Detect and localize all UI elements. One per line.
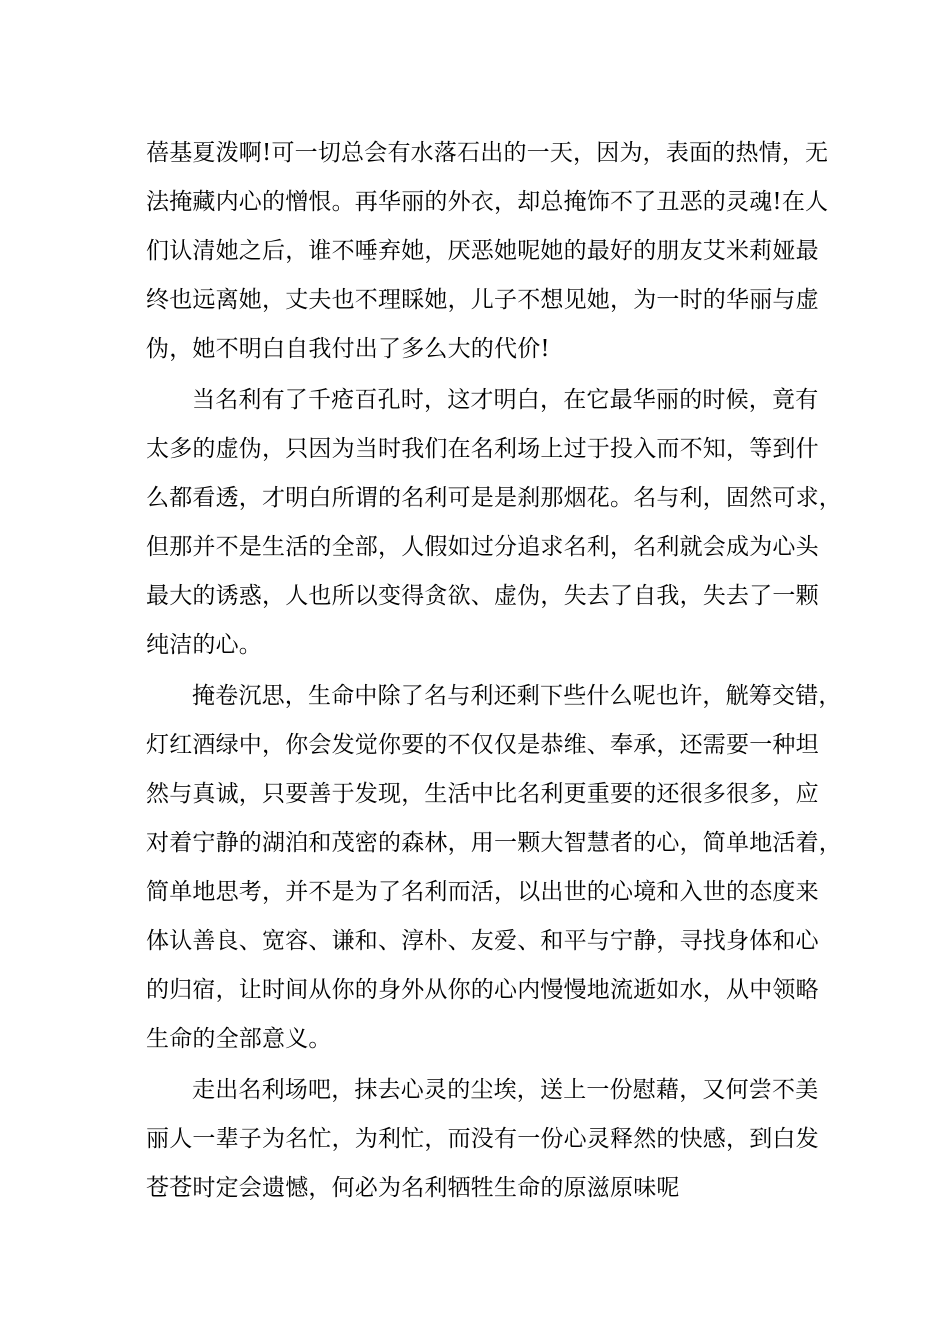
- text-line: 最大的诱惑，人也所以变得贪欲、虚伪，失去了自我，失去了一颗: [146, 583, 819, 609]
- text-line: 然与真诚，只要善于发现，生活中比名利更重要的还很多很多，应: [146, 781, 819, 807]
- text-line: 灯红酒绿中，你会发觉你要的不仅仅是恭维、奉承，还需要一种坦: [146, 732, 819, 758]
- text-line: 法掩藏内心的憎恨。再华丽的外衣，却总掩饰不了丑恶的灵魂!在人: [146, 189, 829, 215]
- text-line: 对着宁静的湖泊和茂密的森林，用一颗大智慧者的心，简单地活着，: [146, 830, 842, 856]
- paragraph-first-line: 掩卷沉思，生命中除了名与利还剩下些什么呢也许，觥筹交错，: [192, 683, 842, 709]
- text-line: 蓓基夏泼啊!可一切总会有水落石出的一天，因为，表面的热情，无: [146, 140, 829, 166]
- text-line: 体认善良、宽容、谦和、淳朴、友爱、和平与宁静，寻找身体和心: [146, 928, 819, 954]
- text-line: 么都看透，才明白所谓的名利可是是刹那烟花。名与利，固然可求，: [146, 485, 842, 511]
- text-line: 的归宿，让时间从你的身外从你的心内慢慢地流逝如水，从中领略: [146, 977, 819, 1003]
- text-line: 简单地思考，并不是为了名利而活，以出世的心境和入世的态度来: [146, 879, 819, 905]
- text-line: 丽人一辈子为名忙，为利忙，而没有一份心灵释然的快感，到白发: [146, 1126, 819, 1152]
- text-line: 太多的虚伪，只因为当时我们在名利场上过于投入而不知，等到什: [146, 436, 819, 462]
- text-line: 纯洁的心。: [146, 632, 262, 658]
- text-line: 伪，她不明白自我付出了多么大的代价!: [146, 336, 550, 362]
- text-line: 们认清她之后，谁不唾弃她，厌恶她呢她的最好的朋友艾米莉娅最: [146, 238, 819, 264]
- paragraph-first-line: 走出名利场吧，抹去心灵的尘埃，送上一份慰藉，又何尝不美: [192, 1077, 819, 1103]
- paragraph-first-line: 当名利有了千疮百孔时，这才明白，在它最华丽的时候，竟有: [192, 387, 819, 413]
- text-line: 生命的全部意义。: [146, 1026, 332, 1052]
- text-line: 苍苍时定会遗憾，何必为名利牺牲生命的原滋原味呢: [146, 1175, 680, 1201]
- text-line: 终也远离她，丈夫也不理睬她，儿子不想见她，为一时的华丽与虚: [146, 287, 819, 313]
- text-line: 但那并不是生活的全部，人假如过分追求名利，名利就会成为心头: [146, 534, 819, 560]
